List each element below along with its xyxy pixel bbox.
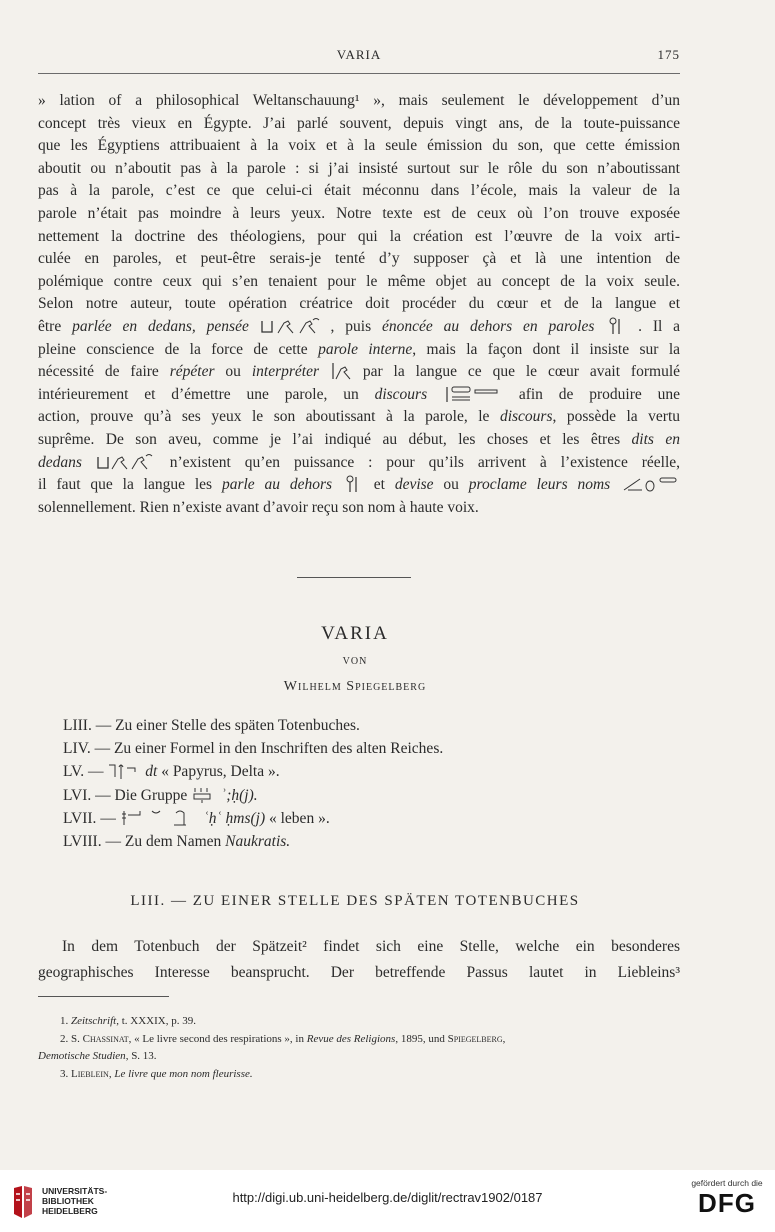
transliteration: Naukratis. [225, 832, 291, 850]
section-body [38, 934, 680, 986]
text-line: que les Égyptiens attribuaient à la voix et à la seule émission du son, que cette émission [38, 137, 680, 155]
text-span: , puis [330, 317, 372, 335]
toc-text: — Zu dem Namen [105, 832, 222, 850]
text-span: afin de produire une [518, 385, 680, 403]
text-line: geographisches Interesse beansprucht. Der betreffende Passus lautet in Liebleins³ [38, 964, 680, 981]
hieroglyph-tongue-icon [342, 475, 364, 493]
transliteration: dt [145, 763, 158, 781]
toc-number: LV. [63, 763, 85, 781]
footnote-rule [38, 996, 169, 997]
hieroglyph-group-icon [191, 786, 217, 804]
toc-item [63, 784, 663, 807]
italic-text: devise [394, 476, 434, 494]
text-line [38, 384, 680, 407]
text-span: il faut que la langue les [38, 476, 213, 494]
toc-text: — Zu einer Stelle des späten Totenbuches. [95, 717, 360, 734]
italic-text: dits en [631, 430, 680, 448]
text-span: et [373, 476, 385, 494]
text-line: culée en paroles, et peut-être serais-je tenté d’y supposer çà et là une intention de [38, 250, 680, 268]
footnote-text: , S. 13. [125, 1050, 157, 1062]
toc-number: LVIII. [63, 832, 102, 850]
footnote-title: Zeitschrift [71, 1015, 117, 1027]
section-divider [297, 577, 411, 578]
footnote-text: , [502, 1032, 506, 1045]
text-line: parole n’était pas moindre à leurs yeux. Notre texte est de ceux où l’on trouve exposée [38, 204, 680, 222]
footnote-title: Le livre que mon nom fleurisse. [114, 1067, 253, 1080]
text-line: Selon notre auteur, toute opération créatrice doit procéder du cœur et de la langue et [38, 295, 680, 313]
text-line: In dem Totenbuch der Spätzeit² findet sich eine Stelle, welche ein besonderes [62, 938, 680, 955]
italic-text: proclame leurs noms [468, 476, 611, 494]
article-author: Wilhelm Spiegelberg [283, 679, 427, 694]
text-line: pas à la parole, c’est ce que celui-ci était méconnu dans l’école, mais la valeur de la [38, 182, 680, 200]
toc-item [63, 714, 663, 737]
toc-text: « leben ». [269, 809, 330, 827]
toc-number: LIII. [63, 717, 92, 734]
text-line [38, 474, 680, 497]
hieroglyph-papyrus-icon [107, 762, 141, 780]
text-line: nettement la doctrine des théologiens, pour qui la création est l’œuvre de la voix arti- [38, 227, 680, 245]
article-title: VARIA [321, 623, 389, 644]
page-number: 175 [657, 47, 680, 62]
hieroglyph-tongue-icon [605, 317, 627, 335]
italic-text: énoncée au dehors en paroles [381, 317, 595, 335]
hieroglyph-bird-icon [330, 362, 352, 380]
toc-text: — [100, 809, 116, 827]
transliteration: ʾ;ḥ(j). [221, 786, 258, 804]
text-span: action, prouve qu’à ses yeux le son aboutissant à la parole, le [38, 408, 490, 426]
footnote-number: 2. [60, 1032, 69, 1045]
toc-text: — [88, 763, 104, 781]
italic-text: parole interne [318, 340, 413, 358]
header-rule [38, 73, 680, 74]
italic-text: discours [499, 408, 553, 426]
article-byline-von: VON [342, 656, 368, 667]
italic-text: dedans [38, 453, 82, 471]
section-heading: LIII. — ZU EINER STELLE DES SPÄTEN TOTENBUCHES [130, 893, 580, 909]
footnote-title: Demotische Studien [38, 1050, 126, 1062]
table-of-contents [63, 714, 663, 853]
toc-item [63, 737, 663, 760]
footnote-text: , [108, 1067, 112, 1080]
italic-text: parlée en dedans, pensée [72, 317, 249, 335]
footnote-number: 3. [60, 1067, 69, 1080]
footnote-number: 1. [60, 1015, 69, 1027]
text-span: ou [443, 476, 459, 494]
text-line [38, 339, 680, 362]
text-span: suprême. De son aveu, comme je l’ai indiqué au début, les choses et les êtres [38, 430, 621, 448]
footnote-journal: Revue des Religions [306, 1032, 396, 1045]
funder-logo[interactable] [687, 1178, 767, 1218]
hieroglyph-bird-icon [96, 453, 156, 471]
toc-item [63, 830, 663, 853]
toc-number: LVII. [63, 809, 97, 827]
toc-item [63, 760, 663, 783]
hieroglyph-name-icon [620, 475, 680, 493]
text-line: » lation of a philosophical Weltanschauung¹ », mais seulement le développement d’un [38, 92, 680, 109]
hieroglyph-bird-icon [260, 317, 320, 335]
text-line [38, 452, 680, 475]
italic-text: parle au dehors [221, 476, 333, 494]
viewer-footer [0, 1170, 775, 1232]
toc-text: « Papyrus, Delta ». [161, 763, 280, 781]
italic-text: interpréter [251, 363, 319, 381]
text-span: . Il a [638, 317, 680, 335]
toc-number: LVI. [63, 786, 92, 804]
text-line [38, 316, 680, 339]
library-name-line: UNIVERSITÄTS- [42, 1186, 108, 1196]
italic-text: répéter [169, 363, 215, 381]
italic-text: discours [374, 385, 428, 403]
footnote-author: S. Chassinat [71, 1032, 129, 1045]
hieroglyph-life-icon [120, 809, 200, 827]
footnote-continuation [38, 1048, 680, 1066]
text-span: nécessité de faire [38, 363, 159, 381]
text-line [38, 429, 680, 452]
transliteration: ʿḥʿ ḥms(j) [203, 809, 266, 827]
text-span: intérieurement et d’émettre une parole, un [38, 385, 359, 403]
library-name-line: BIBLIOTHEK [42, 1196, 94, 1206]
text-line [38, 361, 680, 384]
footnote [38, 1066, 680, 1084]
toc-text: — Die Gruppe [95, 786, 188, 804]
text-span: par la langue ce que le cœur avait formulé [362, 363, 680, 381]
footnote [38, 1013, 680, 1031]
running-head-title: VARIA [336, 47, 382, 62]
text-span: , mais la façon dont il insiste sur la [412, 340, 680, 358]
text-line [38, 406, 680, 429]
intro-paragraph [38, 90, 680, 519]
text-span: , possède la vertu [552, 408, 680, 426]
text-line: aboutit ou n’aboutit pas à la parole : si j’ai insisté surtout sur le rôle du son n’aboutissant [38, 159, 680, 177]
toc-item [63, 807, 663, 830]
library-name-line: HEIDELBERG [42, 1206, 98, 1216]
footnote-text: , t. XXXIX, p. 39. [116, 1015, 196, 1027]
footnote-author: Spiegelberg [447, 1032, 503, 1045]
text-span: ou [225, 363, 241, 381]
text-span: pleine conscience de la force de cette [38, 340, 308, 358]
footnotes [38, 1013, 680, 1083]
text-span: être [38, 317, 62, 335]
funder-note: gefördert durch die [691, 1178, 763, 1188]
toc-number: LIV. [63, 740, 91, 758]
text-line: polémique contre ceux qui s’en tenaient pour le même objet au concept de la voix seule. [38, 272, 680, 290]
funder-name: DFG [698, 1188, 756, 1218]
permalink[interactable]: http://digi.ub.uni-heidelberg.de/diglit/rectrav1902/0187 [232, 1190, 543, 1205]
toc-text: — Zu einer Formel in den Inschriften des alten Reiches. [94, 740, 444, 758]
text-span: n’existent qu’en puissance : pour qu’ils arrivent à l’existence réelle, [169, 453, 680, 471]
text-line: concept très vieux en Égypte. J’ai parlé souvent, depuis vingt ans, de la toute-puissance [38, 114, 680, 132]
footnote-text: , 1895, und [395, 1032, 445, 1045]
footnote-author: Lieblein [71, 1067, 109, 1080]
footnote [38, 1031, 680, 1049]
text-line: solennellement. Rien n’existe avant d’avoir reçu son nom à haute voix. [38, 498, 479, 516]
hieroglyph-speech-icon [443, 385, 503, 403]
footnote-text: , « Le livre second des respirations », in [128, 1032, 304, 1045]
